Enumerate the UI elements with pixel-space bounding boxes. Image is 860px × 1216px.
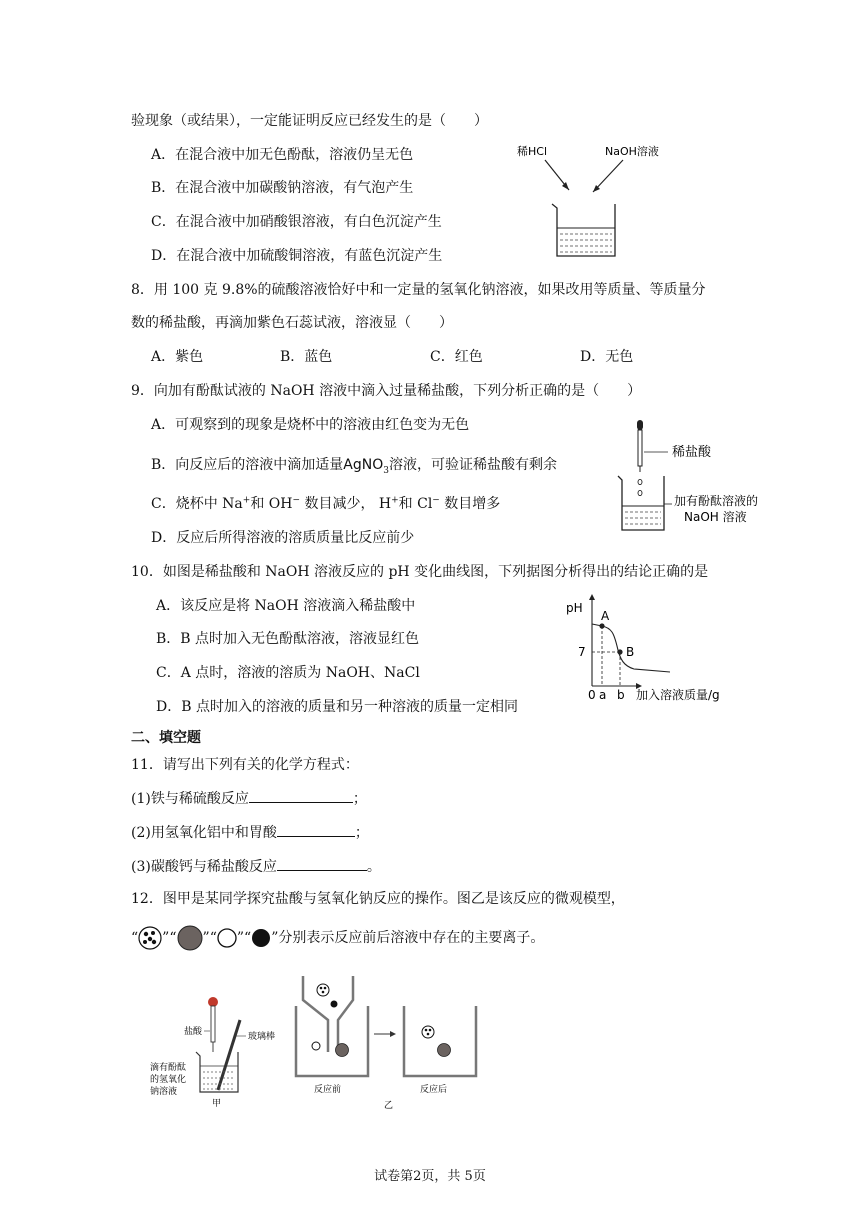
- q9-dropper-beaker-figure: [612, 418, 812, 536]
- q12-jia-liquid-label-3: 钠溶液: [150, 1087, 178, 1097]
- dotted-ion-icon: [317, 984, 329, 996]
- q12-quote-open-3: “: [209, 930, 217, 946]
- q12-jia-acid-label: 盐酸: [184, 1027, 203, 1037]
- q10-option-a: A．该反应是将 NaOH 溶液滴入稀盐酸中: [156, 598, 416, 614]
- q7-label-naoh: NaOH溶液: [605, 145, 659, 158]
- q12-yi-after-label: 反应后: [420, 1085, 448, 1095]
- q11-item-2-end: ；: [354, 825, 369, 841]
- glass-rod-icon: [218, 1020, 240, 1090]
- q11-item-3-end: 。: [366, 859, 381, 875]
- q12-jia-beaker: [196, 1052, 238, 1092]
- q12-quote-open-1: “: [131, 930, 139, 946]
- q7-stem-tail: 验现象（或结果），一定能证明反应已经发生的是（ ）: [131, 113, 488, 129]
- q9-dropper-label: 稀盐酸: [672, 445, 712, 460]
- black-ion-icon: [331, 1001, 338, 1008]
- gray-ion-icon: [336, 1044, 349, 1057]
- q10-x-tick-a: a: [599, 688, 607, 702]
- q12-quote-close-1: ”: [162, 930, 170, 946]
- q11-answer-blank-2[interactable]: [277, 822, 355, 837]
- q11-answer-blank-1[interactable]: [249, 788, 353, 803]
- q8-option-c: C．红色: [430, 349, 483, 365]
- white-ion-icon: [312, 1042, 320, 1050]
- q8-option-a: A．紫色: [151, 349, 204, 365]
- q12-stem-line1: 12．图甲是某同学探究盐酸与氢氧化钠反应的操作。图乙是该反应的微观模型，: [131, 891, 625, 907]
- q10-option-c: C．A 点时，溶液的溶质为 NaOH、NaCl: [156, 665, 420, 681]
- q11-item-1: [131, 788, 367, 809]
- q11-stem: 11．请写出下列有关的化学方程式：: [131, 757, 359, 773]
- q12-stem-line2-tail: 分别表示反应前后溶液中存在的主要离子。: [278, 930, 545, 946]
- q12-quote-close-3: ”: [236, 930, 245, 946]
- section-heading-fill-blank: 二、填空题: [131, 730, 201, 746]
- q11-item-3: [131, 856, 381, 877]
- q10-point-b-label: B: [626, 645, 635, 659]
- q11-item-1-text: (1)铁与稀硫酸反应: [131, 791, 249, 807]
- q9-option-c-h: 数目减少， H: [300, 496, 392, 512]
- q12-beaker-before: [296, 1006, 368, 1076]
- q9-option-c-sup2: −: [292, 495, 300, 506]
- q7-beaker: [552, 204, 615, 256]
- q12-quote-close-4: ”: [271, 930, 279, 946]
- page-footer: 试卷第2页，共 5页: [374, 1169, 486, 1184]
- q11-item-2: [131, 822, 369, 843]
- q12-stem-line2: [131, 925, 544, 951]
- q8-stem-line2: 数的稀盐酸，再滴加紫色石蕊试液，溶液显（ ）: [131, 315, 453, 331]
- dotted-ion-icon: [422, 1026, 434, 1038]
- q9-option-c: [151, 494, 500, 514]
- q10-point-a: [599, 623, 604, 628]
- q8-option-d: D．无色: [580, 349, 634, 365]
- q7-option-c: C．在混合液中加硝酸银溶液，有白色沉淀产生: [151, 214, 442, 230]
- q9-option-c-sup4: −: [432, 495, 440, 506]
- q11-item-1-end: ；: [352, 791, 367, 807]
- q7-option-a: A．在混合液中加无色酚酞，溶液仍呈无色: [151, 147, 414, 163]
- black-ion-icon: [251, 928, 271, 948]
- white-ion-icon: [217, 928, 237, 948]
- q9-option-c-sup1: +: [242, 495, 251, 506]
- q10-x-tick-b: b: [617, 688, 625, 702]
- q11-item-2-text: (2)用氢氧化铝中和胃酸: [131, 825, 277, 841]
- q9-option-a: A．可观察到的现象是烧杯中的溶液由红色变为无色: [151, 417, 470, 433]
- q7-option-b: B．在混合液中加碳酸钠溶液，有气泡产生: [151, 180, 414, 196]
- q11-answer-blank-3[interactable]: [277, 856, 367, 871]
- q10-ph-graph: [560, 590, 732, 705]
- q12-quote-close-2: ”: [202, 930, 210, 946]
- q10-y-label: pH: [566, 601, 583, 615]
- gray-ion-icon: [438, 1044, 451, 1057]
- q12-jia-rod-label: 玻璃棒: [248, 1032, 276, 1042]
- q11-item-3-text: (3)碳酸钙与稀盐酸反应: [131, 859, 277, 875]
- q9-option-c-na: C．烧杯中 Na: [151, 496, 243, 512]
- q12-figure-jia: [150, 990, 280, 1112]
- q9-option-c-oh: 和 OH: [250, 496, 293, 512]
- q12-jia-caption: 甲: [212, 1099, 222, 1109]
- gray-ion-icon: [177, 925, 203, 951]
- q12-yi-caption: 乙: [384, 1101, 394, 1111]
- dropper-icon: [208, 997, 218, 1052]
- q7-label-hcl: 稀HCl: [517, 145, 548, 158]
- q9-option-d: D．反应后所得溶液的溶质质量比反应前少: [151, 530, 415, 546]
- q9-option-b: [151, 455, 557, 475]
- q12-quote-open-4: “: [244, 930, 252, 946]
- q9-option-b-text: B．向反应后的溶液中滴加适量: [151, 457, 344, 473]
- q9-option-c-sup3: +: [391, 495, 399, 506]
- q8-option-b: B．蓝色: [280, 349, 333, 365]
- q7-option-d: D．在混合液中加硫酸铜溶液，有蓝色沉淀产生: [151, 248, 443, 264]
- q10-option-b: B．B 点时加入无色酚酞溶液，溶液显红色: [156, 631, 420, 647]
- q10-point-b: [617, 649, 622, 654]
- q10-option-d: D．B 点时加入的溶液的质量和另一种溶液的质量一定相同: [156, 699, 518, 715]
- q10-x-tick-0: 0: [588, 688, 596, 702]
- dotted-ion-icon: [138, 926, 162, 950]
- q12-quote-open-2: “: [169, 930, 177, 946]
- q10-point-a-label: A: [601, 609, 610, 623]
- q9-beaker-label-1: 加有酚酞溶液的: [674, 494, 759, 508]
- q9-option-b-sub: 3: [383, 465, 389, 476]
- q12-jia-liquid-label-2: 的氢氧化: [150, 1075, 187, 1085]
- q9-beaker-label-2: NaOH 溶液: [684, 510, 747, 524]
- q9-option-b-formula: AgNO: [343, 457, 384, 473]
- q10-y-tick-7: 7: [578, 645, 586, 659]
- q10-stem: 10．如图是稀盐酸和 NaOH 溶液反应的 pH 变化曲线图，下列据图分析得出的结论正确的是: [131, 564, 709, 580]
- q8-stem-line1: 8．用 100 克 9.8%的硫酸溶液恰好中和一定量的氢氧化钠溶液，如果改用等质量、等质量分: [131, 282, 706, 298]
- q12-beaker-after: [404, 1006, 476, 1076]
- q12-yi-before-label: 反应前: [314, 1085, 342, 1095]
- q9-option-c-cl: 和 Cl: [398, 496, 433, 512]
- q9-option-c-tail: 数目增多: [439, 496, 501, 512]
- q9-option-b-tail: 溶液，可验证稀盐酸有剩余: [389, 457, 557, 473]
- q12-figure-yi: [288, 966, 488, 1114]
- q10-x-label: 加入溶液质量/g: [636, 688, 720, 702]
- q7-beaker-figure: [505, 140, 675, 265]
- dropper-icon: [637, 420, 643, 496]
- q12-jia-liquid-label-1: 滴有酚酞: [150, 1063, 187, 1073]
- q9-stem: 9．向加有酚酞试液的 NaOH 溶液中滴入过量稀盐酸，下列分析正确的是（ ）: [131, 383, 642, 399]
